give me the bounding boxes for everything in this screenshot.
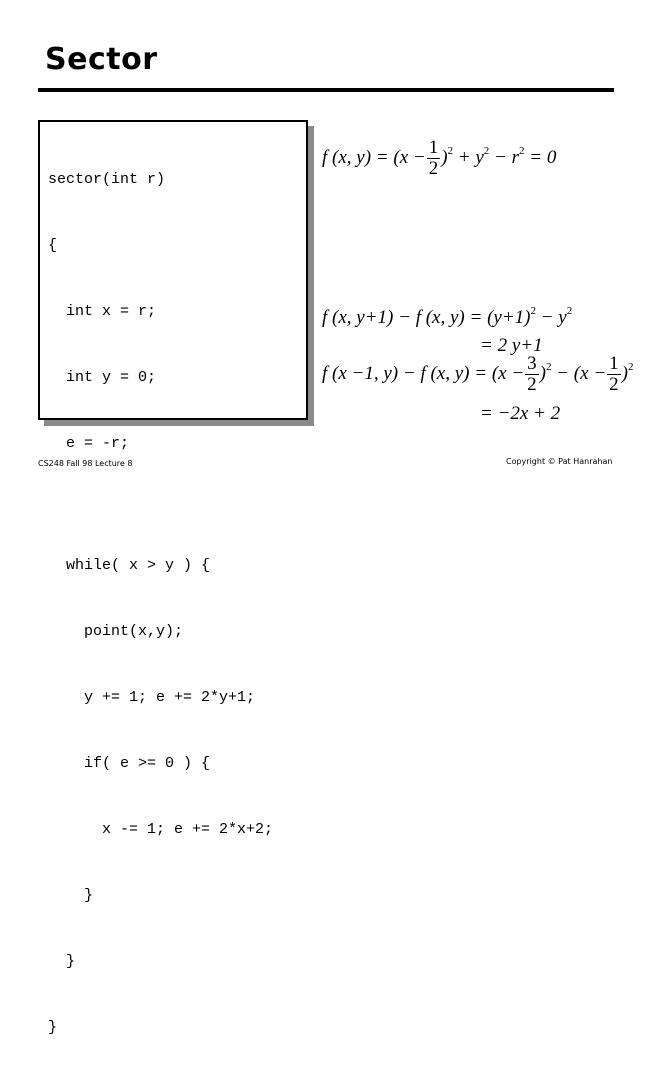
equation-delta-x-result bbox=[480, 403, 560, 425]
eq4-frac2-num: 1 bbox=[609, 353, 619, 374]
code-line: int y = 0; bbox=[48, 369, 157, 386]
eq2-sup2: 2 bbox=[566, 305, 573, 317]
code-line: } bbox=[48, 887, 94, 904]
eq1-lhs: f (x, y) = (x − bbox=[322, 146, 426, 168]
eq1-mid2: − r bbox=[494, 146, 520, 168]
code-line: e = -r; bbox=[48, 435, 130, 452]
equation-delta-y bbox=[322, 305, 572, 329]
eq4-sup1: 2 bbox=[545, 360, 552, 373]
eq1-rhs: = 0 bbox=[529, 146, 557, 168]
equation-delta-x bbox=[322, 354, 633, 395]
eq1-frac-den: 2 bbox=[428, 158, 439, 179]
eq1-fraction bbox=[427, 138, 441, 179]
slide-title: Sector bbox=[45, 42, 158, 77]
code-line: } bbox=[48, 1019, 58, 1036]
code-listing bbox=[48, 125, 273, 1083]
title-rule bbox=[38, 88, 614, 92]
eq4-close2: ) bbox=[621, 362, 628, 384]
footer-course: CS248 Fall 98 Lecture 8 bbox=[38, 459, 133, 468]
code-line-blank bbox=[48, 499, 273, 511]
eq4-close1: ) bbox=[539, 362, 546, 384]
eq4-frac1-den: 2 bbox=[527, 374, 537, 395]
eq1-frac-num: 1 bbox=[428, 137, 439, 158]
footer-copyright: Copyright © Pat Hanrahan bbox=[506, 457, 613, 466]
eq4-sup2: 2 bbox=[627, 360, 634, 373]
eq2-text: f (x, y+1) − f (x, y) = (y+1) bbox=[322, 307, 531, 328]
code-line: { bbox=[48, 237, 58, 254]
code-line: } bbox=[48, 953, 76, 970]
eq3-text: = 2 y+1 bbox=[480, 335, 543, 356]
code-line: x -= 1; e += 2*x+2; bbox=[48, 821, 274, 838]
eq4-frac2-den: 2 bbox=[609, 374, 619, 395]
eq1-sup1: 2 bbox=[447, 144, 454, 157]
code-line: sector(int r) bbox=[48, 171, 166, 188]
eq5-text: = −2x + 2 bbox=[480, 403, 561, 424]
eq1-mid: + y bbox=[457, 146, 484, 168]
eq2-sup1: 2 bbox=[530, 305, 536, 317]
eq4-fraction2 bbox=[607, 354, 621, 395]
eq1-close: ) bbox=[441, 146, 448, 168]
code-line: point(x,y); bbox=[48, 623, 184, 640]
code-line: int x = r; bbox=[48, 303, 157, 320]
eq4-fraction1 bbox=[525, 354, 539, 395]
eq1-sup2: 2 bbox=[483, 144, 490, 157]
eq1-sup3: 2 bbox=[519, 144, 525, 157]
code-line: if( e >= 0 ) { bbox=[48, 755, 211, 772]
eq4-lhs: f (x −1, y) − f (x, y) = (x − bbox=[322, 362, 525, 384]
code-line: while( x > y ) { bbox=[48, 557, 211, 574]
eq4-mid: − (x − bbox=[556, 362, 607, 384]
eq4-frac1-num: 3 bbox=[527, 353, 537, 374]
code-line: y += 1; e += 2*y+1; bbox=[48, 689, 256, 706]
eq2-mid: − y bbox=[540, 307, 567, 328]
equation-circle bbox=[322, 138, 556, 179]
